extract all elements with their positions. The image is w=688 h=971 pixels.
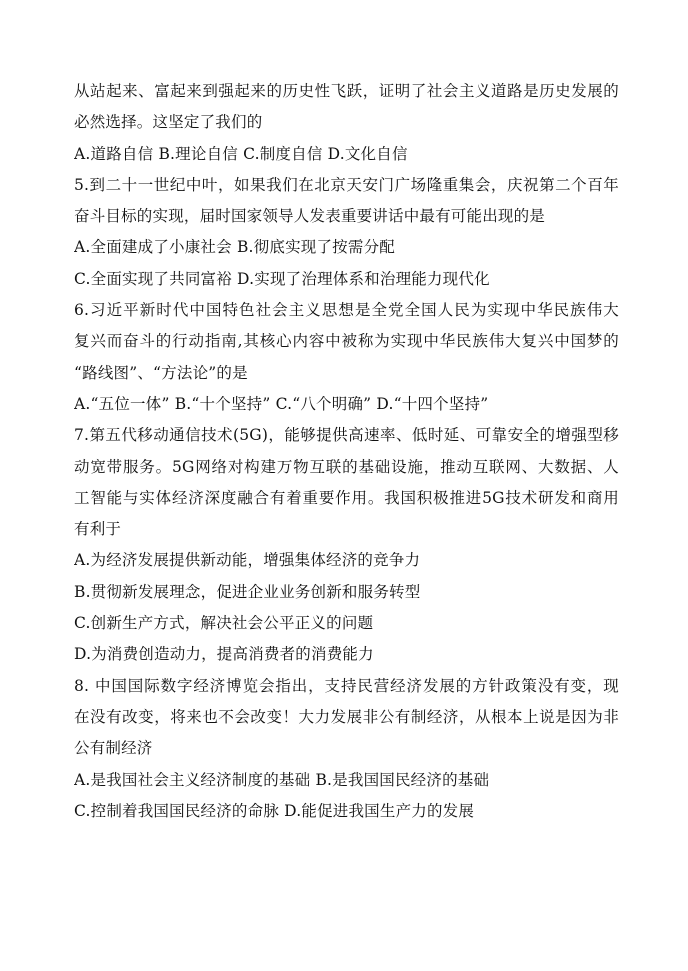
question-6-line-2: 复兴而奋斗的行动指南,其核心内容中被称为实现中华民族伟大复兴中国梦的 (74, 332, 619, 351)
answer-option-q7-b: B.贯彻新发展理念，促进企业业务创新和服务转型 (74, 582, 421, 601)
question-8-line-3: 公有制经济 (74, 739, 153, 758)
answer-options-q5-cd: C.全面实现了共同富裕 D.实现了治理体系和治理能力现代化 (74, 269, 490, 288)
question-text-block (74, 76, 619, 827)
question-7-line-4: 有利于 (74, 520, 122, 539)
answer-option-q7-a: A.为经济发展提供新动能，增强集体经济的竞争力 (74, 551, 421, 570)
answer-option-q7-c: C.创新生产方式，解决社会公平正义的问题 (74, 614, 374, 633)
question-7-line-3: 工智能与实体经济深度融合有着重要作用。我国积极推进5G技术研发和商用 (74, 488, 619, 507)
question-7-line-1: 7.第五代移动通信技术(5G)，能够提供高速率、低时延、可靠安全的增强型移 (74, 426, 619, 445)
question-6-line-3: “路线图”、“方法论”的是 (74, 363, 248, 382)
answer-options-q5-ab: A.全面建成了小康社会 B.彻底实现了按需分配 (74, 238, 395, 257)
answer-options-q8-cd: C.控制着我国国民经济的命脉 D.能促进我国生产力的发展 (74, 801, 475, 820)
answer-options-q6: A.“五位一体” B.“十个坚持” C.“八个明确” D.“十四个坚持” (74, 394, 489, 413)
question-6-line-1: 6.习近平新时代中国特色社会主义思想是全党全国人民为实现中华民族伟大 (74, 301, 619, 320)
answer-options-q8-ab: A.是我国社会主义经济制度的基础 B.是我国国民经济的基础 (74, 770, 490, 789)
text-line-2: 必然选择。这坚定了我们的 (74, 113, 263, 132)
question-8-line-1: 8. 中国国际数字经济博览会指出，支持民营经济发展的方针政策没有变，现 (74, 676, 619, 695)
text-line-1: 从站起来、富起来到强起来的历史性飞跃，证明了社会主义道路是历史发展的 (74, 82, 619, 100)
question-7-line-2: 动宽带服务。5G网络对构建万物互联的基础设施，推动互联网、大数据、人 (74, 457, 619, 476)
question-8-line-2: 在没有改变，将来也不会改变！大力发展非公有制经济，从根本上说是因为非 (74, 707, 619, 726)
question-5-line-2: 奋斗目标的实现，届时国家领导人发表重要讲话中最有可能出现的是 (74, 207, 546, 226)
question-5-line-1: 5.到二十一世纪中叶，如果我们在北京天安门广场隆重集会，庆祝第二个百年 (74, 175, 619, 194)
answer-option-q7-d: D.为消费创造动力，提高消费者的消费能力 (74, 645, 374, 664)
answer-options-q4: A.道路自信 B.理论自信 C.制度自信 D.文化自信 (74, 144, 408, 163)
